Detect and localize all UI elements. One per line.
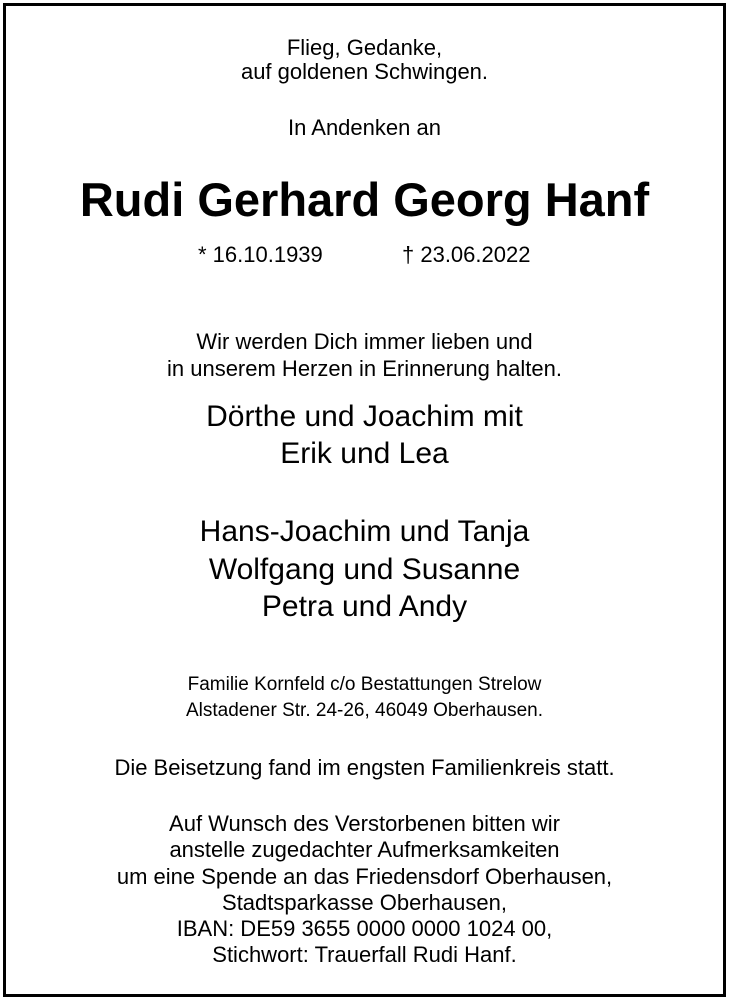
death-date: † 23.06.2022: [402, 242, 531, 267]
donation-line-5: IBAN: DE59 3655 0000 0000 1024 00,: [176, 916, 553, 941]
family-group-1-line-1: Dörthe und Joachim mit: [206, 400, 523, 433]
family-group-2-line-1: Hans-Joachim und Tanja: [199, 515, 530, 548]
motto-line-1: Flieg, Gedanke,: [286, 35, 443, 60]
deceased-name: Rudi Gerhard Georg Hanf: [79, 173, 650, 226]
donation-line-2: anstelle zugedachter Aufmerksamkeiten: [169, 837, 560, 862]
family-group-1-line-2: Erik und Lea: [280, 437, 449, 470]
family-group-2-line-3: Petra und Andy: [261, 590, 468, 623]
intro-text: In Andenken an: [288, 115, 441, 140]
motto-line-2: auf goldenen Schwingen.: [240, 59, 489, 84]
message-line-1: Wir werden Dich immer lieben und: [196, 329, 533, 354]
donation-line-6: Stichwort: Trauerfall Rudi Hanf.: [212, 942, 517, 967]
burial-note: Die Beisetzung fand im engsten Familienkreis statt.: [114, 755, 615, 780]
address-line-1: Familie Kornfeld c/o Bestattungen Strelow: [187, 674, 542, 695]
donation-line-4: Stadtsparkasse Oberhausen,: [222, 890, 507, 915]
address-line-2: Alstadener Str. 24-26, 46049 Oberhausen.: [185, 700, 544, 721]
message-line-2: in unserem Herzen in Erinnerung halten.: [166, 356, 562, 381]
donation-line-3: um eine Spende an das Friedensdorf Oberhausen,: [116, 864, 613, 889]
donation-line-1: Auf Wunsch des Verstorbenen bitten wir: [169, 811, 560, 836]
birth-date: * 16.10.1939: [198, 242, 323, 267]
family-group-2-line-2: Wolfgang und Susanne: [208, 553, 521, 586]
